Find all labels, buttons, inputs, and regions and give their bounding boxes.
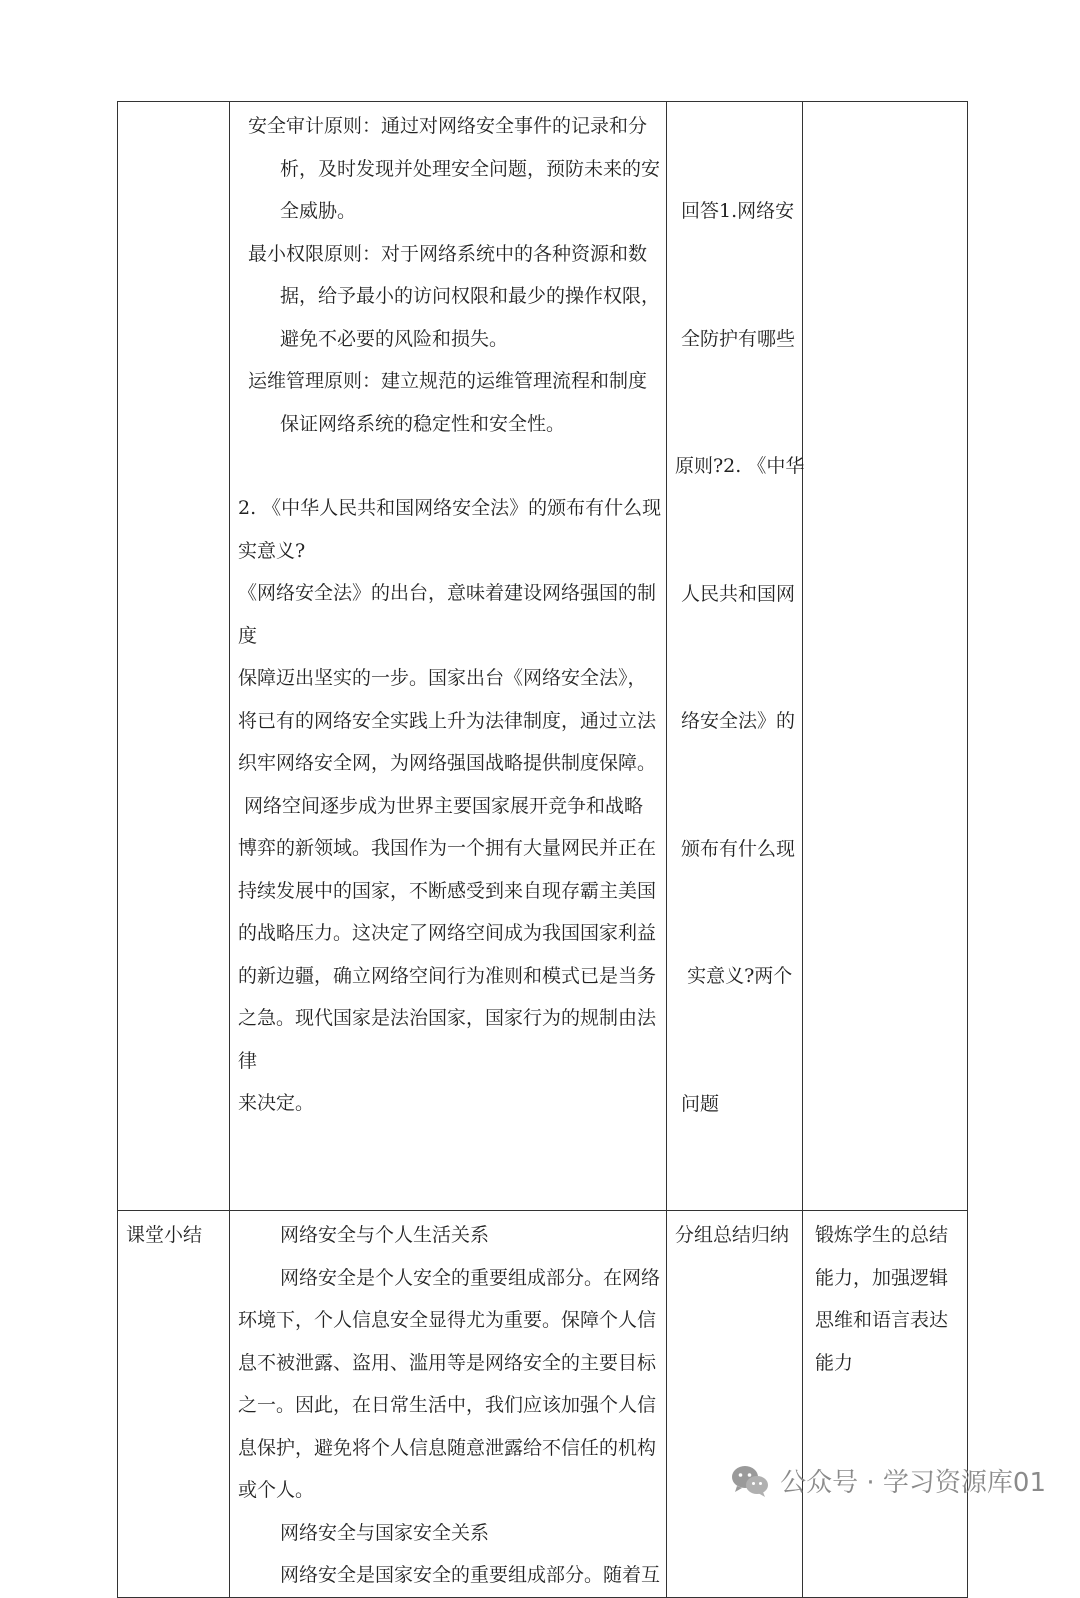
text-line: 实意义?两个 — [675, 965, 793, 987]
text-line: 织牢网络安全网，为网络强国战略提供制度保障。 — [238, 752, 657, 774]
text-line: 原则?2. 《中华 — [675, 455, 805, 477]
table-row — [118, 1211, 968, 1598]
text-line: 颁布有什么现 — [675, 837, 796, 860]
text-line: 能力 — [815, 1351, 854, 1374]
watermark — [730, 1462, 1046, 1499]
text-line: 络安全法》的 — [675, 710, 796, 732]
least-privilege-principle — [238, 233, 666, 361]
text-line: 运维管理原则：建立规范的运维管理流程和制度 — [248, 370, 648, 392]
lesson-plan-table — [117, 101, 968, 1598]
text-line: 问题 — [675, 1092, 720, 1115]
text-line: 息保护，避免将个人信息随意泄露给不信任的机构 — [238, 1436, 657, 1459]
ops-management-principle — [238, 360, 666, 445]
text-line: 据，给予最小的访问权限和最少的操作权限， — [280, 285, 661, 307]
text-line: 之急。现代国家是法治国家，国家行为的规制由法律 — [238, 1007, 657, 1072]
text-line: 析，及时发现并处理安全问题，预防未来的安 — [280, 157, 661, 180]
text-line: 环境下，个人信息安全显得尤为重要。保障个人信 — [238, 1309, 657, 1331]
text-line: 能力，加强逻辑 — [815, 1266, 949, 1289]
row1-content-cell — [230, 102, 667, 1211]
text-line: 最小权限原则：对于网络系统中的各种资源和数 — [248, 242, 648, 265]
answer-paragraph-2 — [238, 785, 666, 1125]
section-label: 课堂小结 — [126, 1224, 203, 1246]
text-line: 分组总结归纳 — [675, 1224, 790, 1246]
question-2 — [238, 487, 666, 572]
text-line: 息不被泄露、盗用、滥用等是网络安全的主要目标 — [238, 1351, 657, 1374]
text-line: 人民共和国网 — [675, 582, 796, 605]
text-line: 《网络安全法》的出台，意味着建设网络强国的制度 — [238, 582, 657, 647]
text-line: 2. 《中华人民共和国网络安全法》的颁布有什么现 — [238, 497, 662, 519]
subheading: 网络安全与个人生活关系 — [280, 1224, 490, 1246]
text-line: 的战略压力。这决定了网络空间成为我国国家利益 — [238, 922, 657, 944]
text-line: 思维和语言表达 — [815, 1309, 949, 1331]
text-line: 网络安全是国家安全的重要组成部分。随着互 — [280, 1564, 661, 1586]
text-line: 博弈的新领域。我国作为一个拥有大量网民并正在 — [238, 837, 657, 859]
subheading: 网络安全与国家安全关系 — [280, 1521, 490, 1544]
table-row — [118, 102, 968, 1211]
text-line: 保障迈出坚实的一步。国家出台《网络安全法》， — [238, 667, 647, 689]
watermark-text: 公众号 · 学习资源库01 — [780, 1468, 1046, 1498]
row2-activity-cell — [667, 1211, 803, 1598]
row1-col1-empty — [118, 102, 230, 1211]
text-line: 全防护有哪些 — [675, 327, 796, 350]
text-line: 之一。因此，在日常生活中，我们应该加强个人信 — [238, 1394, 657, 1416]
text-line: 来决定。 — [238, 1092, 315, 1114]
answer-paragraph-1 — [238, 572, 666, 785]
text-line: 将已有的网络安全实践上升为法律制度，通过立法 — [238, 709, 657, 732]
row2-content-cell — [230, 1211, 667, 1598]
text-line: 实意义? — [238, 539, 306, 562]
text-line: 网络空间逐步成为世界主要国家展开竞争和战略 — [238, 794, 644, 817]
text-line: 网络安全是个人安全的重要组成部分。在网络 — [280, 1266, 661, 1289]
text-line: 保证网络系统的稳定性和安全性。 — [280, 412, 566, 435]
wechat-icon — [730, 1464, 770, 1498]
summary-paragraph-1 — [238, 1257, 666, 1512]
text-line: 全威胁。 — [280, 200, 357, 222]
text-line: 持续发展中的国家，不断感受到来自现存霸主美国 — [238, 879, 657, 902]
text-line: 锻炼学生的总结 — [815, 1224, 949, 1246]
row2-intent-cell — [803, 1211, 968, 1598]
row1-activity-cell — [667, 102, 803, 1211]
text-line: 回答1.网络安 — [675, 200, 795, 222]
text-line: 安全审计原则：通过对网络安全事件的记录和分 — [248, 115, 648, 137]
row1-col4-empty — [803, 102, 968, 1211]
text-line: 或个人。 — [238, 1479, 315, 1501]
audit-principle — [238, 105, 666, 233]
text-line: 的新边疆，确立网络空间行为准则和模式已是当务 — [238, 964, 657, 987]
row2-label-cell — [118, 1211, 230, 1598]
text-line: 避免不必要的风险和损失。 — [280, 327, 509, 350]
